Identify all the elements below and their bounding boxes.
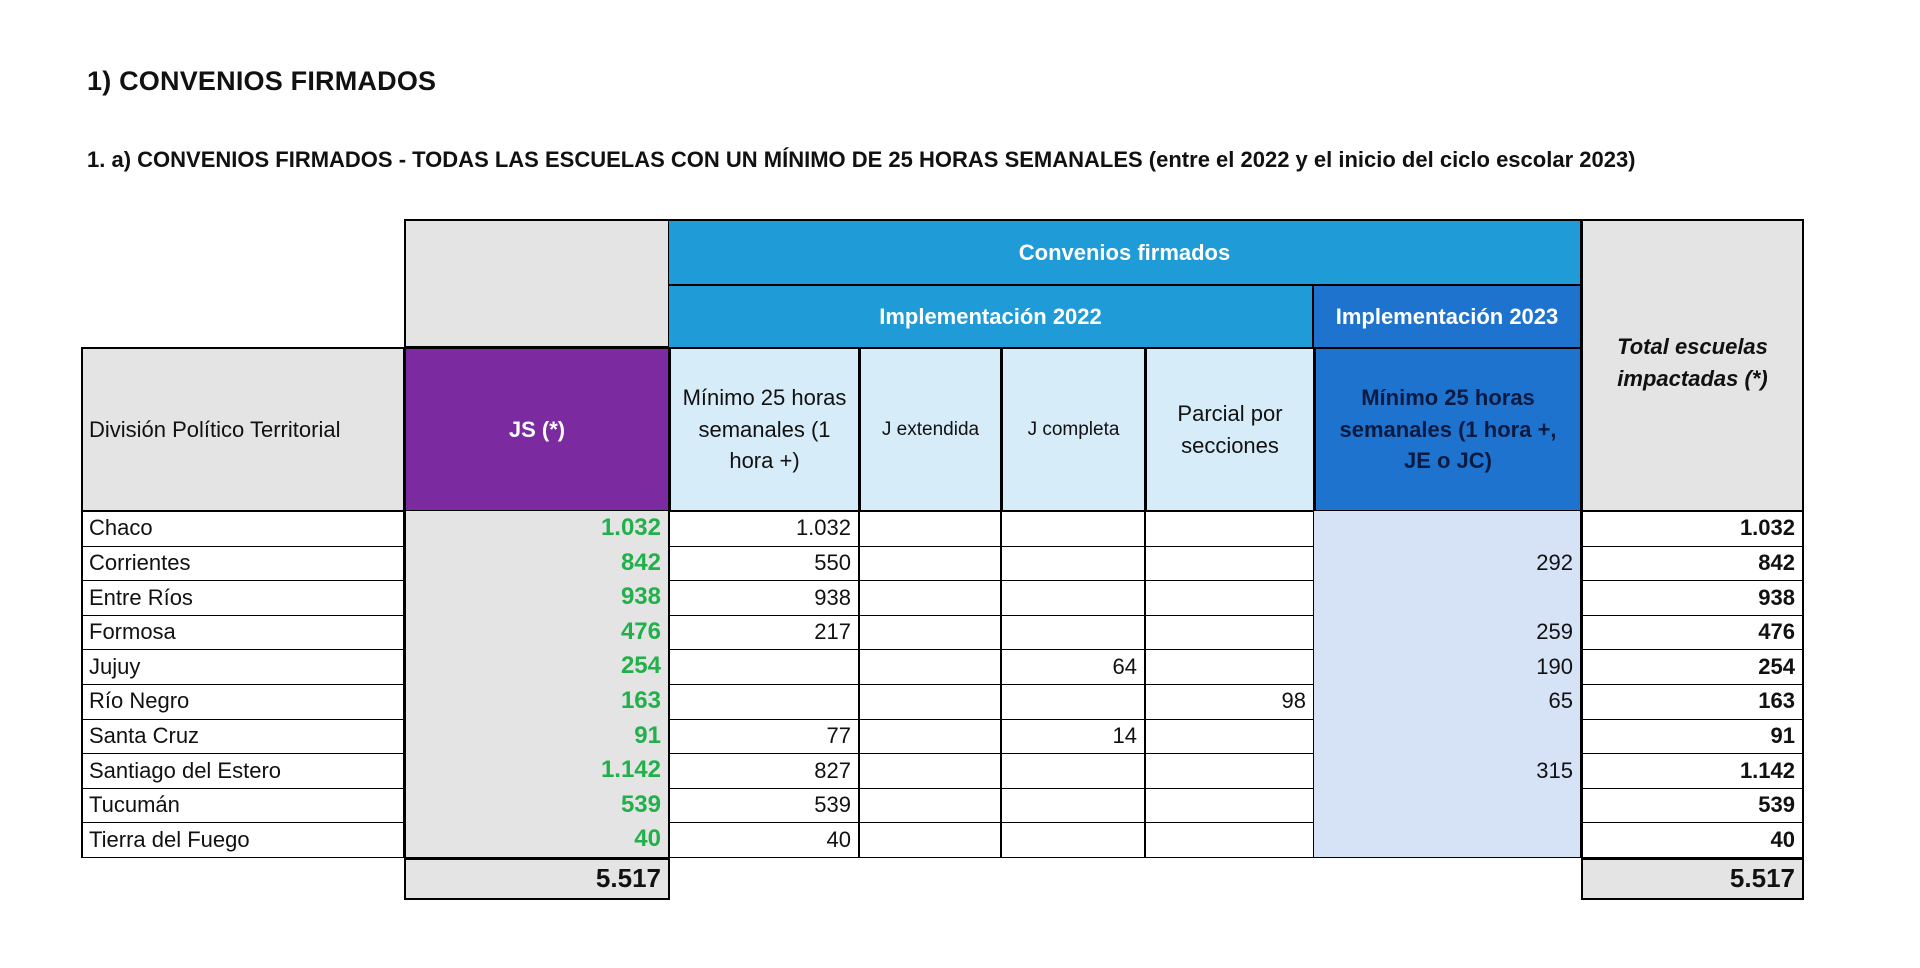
header-jcomp-label: J completa [1027,418,1120,440]
cell-js-value: 842 [620,548,661,576]
cell-total [1581,511,1804,547]
cell-min25-value: 938 [814,584,851,610]
cell-min25-2023 [1314,580,1582,616]
cell-min25-2023 [1314,822,1582,858]
cell-parcial [1145,822,1315,858]
cell-min25-2023 [1314,788,1582,824]
cell-min25 [669,719,860,755]
cell-js [404,649,670,685]
cell-division [81,511,405,547]
cell-min25-2023-value: 259 [1536,619,1573,645]
cell-min25-2023 [1314,649,1582,685]
cell-division-value: Chaco [89,515,153,541]
cell-total-value: 476 [1758,619,1795,645]
cell-total [1581,546,1804,582]
cell-js [404,511,670,547]
cell-min25 [669,822,860,858]
cell-division [81,753,405,789]
cell-division-value: Corrientes [89,549,191,575]
cell-total [1581,822,1804,858]
cell-jcomp-value: 64 [1112,653,1137,679]
cell-min25-2023 [1314,546,1582,582]
cell-js-value: 254 [620,652,661,680]
cell-total [1581,649,1804,685]
cell-js [404,580,670,616]
cell-total [1581,615,1804,651]
cell-min25-value: 827 [814,757,851,783]
header-total [1581,219,1804,512]
cell-division [81,649,405,685]
header-min25-2023-label: Mínimo 25 horas semanales (1 hora +, JE o JC) [1339,384,1557,474]
cell-min25 [669,753,860,789]
cell-jcomp [1001,753,1146,789]
cell-js [404,684,670,720]
cell-jcomp [1001,511,1146,547]
cell-js-value: 938 [620,583,661,611]
cell-division-value: Santiago del Estero [89,757,282,783]
cell-jcomp [1001,649,1146,685]
header-parcial [1145,347,1315,512]
cell-parcial [1145,580,1315,616]
cell-min25-2023-value: 190 [1536,653,1573,679]
cell-min25-2023 [1314,615,1582,651]
cell-jext [859,822,1002,858]
cell-min25-2023 [1314,719,1582,755]
cell-division-value: Río Negro [89,688,190,714]
cell-min25-2023 [1314,511,1582,547]
cell-division-value: Formosa [89,619,176,645]
cell-min25-value: 77 [826,722,851,748]
cell-jcomp-value: 14 [1112,722,1137,748]
header-min25-label: Mínimo 25 horas semanales (1 hora +) [682,384,847,474]
cell-total-value: 938 [1758,584,1795,610]
cell-min25 [669,511,860,547]
cell-total [1581,684,1804,720]
cell-js-value: 476 [620,617,661,645]
total-js [404,858,670,900]
cell-js-value: 40 [634,825,661,853]
cell-js [404,788,670,824]
cell-division [81,615,405,651]
cell-parcial-value: 98 [1281,688,1306,714]
cell-total-value: 1.142 [1739,757,1795,783]
cell-min25 [669,546,860,582]
header-impl-2022: Implementación 2022 [669,284,1314,348]
cell-jext [859,649,1002,685]
cell-js-value: 1.142 [600,756,661,784]
cell-js [404,546,670,582]
cell-total [1581,580,1804,616]
cell-jext [859,684,1002,720]
cell-min25-value: 217 [814,619,851,645]
cell-division-value: Tucumán [89,792,180,818]
total-impacted-value: 5.517 [1729,863,1795,894]
cell-division-value: Santa Cruz [89,722,200,748]
cell-jcomp [1001,719,1146,755]
cell-js-value: 91 [634,721,661,749]
cell-js [404,719,670,755]
cell-min25-2023-value: 292 [1536,549,1573,575]
cell-jext [859,615,1002,651]
cell-min25-2023 [1314,684,1582,720]
cell-min25-value: 550 [814,549,851,575]
header-jcomp [1001,347,1146,512]
header-division [81,347,405,512]
cell-js [404,615,670,651]
cell-js-value: 1.032 [600,513,661,541]
cell-min25 [669,788,860,824]
cell-total-value: 1.032 [1739,515,1795,541]
cell-division-value: Entre Ríos [89,584,193,610]
section-subheading: 1. a) CONVENIOS FIRMADOS - TODAS LAS ESCUELAS CON UN MÍNIMO DE 25 HORAS SEMANALES (entre el 2022 y el inicio del ciclo escolar 2023) [87,147,1636,172]
cell-total-value: 842 [1758,549,1795,575]
cell-min25-2023-value: 315 [1536,757,1573,783]
cell-min25-value: 1.032 [795,515,851,541]
cell-jcomp [1001,615,1146,651]
cell-js [404,822,670,858]
cell-parcial [1145,788,1315,824]
cell-parcial [1145,649,1315,685]
cell-min25-value: 539 [814,792,851,818]
cell-jcomp [1001,546,1146,582]
cell-min25 [669,580,860,616]
cell-parcial [1145,546,1315,582]
header-min25 [669,347,860,512]
cell-parcial [1145,684,1315,720]
header-impl-2023 [1314,284,1582,348]
header-min25-2023 [1314,347,1582,512]
header-convenios: Convenios firmados [669,219,1582,284]
cell-js-value: 163 [620,686,661,714]
cell-total-value: 163 [1758,688,1795,714]
cell-division [81,719,405,755]
header-js [404,347,670,512]
cell-jcomp [1001,580,1146,616]
cell-total-value: 539 [1758,792,1795,818]
cell-total-value: 40 [1770,826,1795,852]
cell-division-value: Tierra del Fuego [89,826,250,852]
cell-total [1581,753,1804,789]
cell-parcial [1145,753,1315,789]
cell-total-value: 254 [1758,653,1795,679]
cell-division [81,580,405,616]
cell-jext [859,580,1002,616]
cell-min25 [669,684,860,720]
cell-jcomp [1001,822,1146,858]
cell-min25 [669,649,860,685]
cell-division [81,822,405,858]
cell-division-value: Jujuy [89,653,141,679]
cell-min25-2023-value: 65 [1548,688,1573,714]
header-total-label: Total escuelas impactadas (*) [1617,334,1768,391]
cell-jext [859,719,1002,755]
cell-jcomp [1001,788,1146,824]
cell-jext [859,788,1002,824]
header-impl-2023-label: Implementación 2023 [1335,304,1559,330]
header-parcial-label: Parcial por secciones [1177,400,1283,458]
cell-jext [859,546,1002,582]
cell-parcial [1145,719,1315,755]
cell-js-value: 539 [620,790,661,818]
cell-js [404,753,670,789]
header-division-label: División Político Territorial [89,416,341,442]
page-heading: 1) CONVENIOS FIRMADOS [87,66,437,96]
cell-min25-2023 [1314,753,1582,789]
cell-total-value: 91 [1770,722,1795,748]
total-js-value: 5.517 [595,863,661,894]
cell-parcial [1145,511,1315,547]
cell-parcial [1145,615,1315,651]
cell-division [81,788,405,824]
cell-division [81,546,405,582]
cell-jext [859,753,1002,789]
cell-total [1581,788,1804,824]
total-impacted [1581,858,1804,900]
header-jext [859,347,1002,512]
cell-division [81,684,405,720]
cell-jcomp [1001,684,1146,720]
js-top-spacer [404,219,670,348]
cell-min25 [669,615,860,651]
cell-total [1581,719,1804,755]
header-jext-label: J extendida [881,418,980,440]
header-js-label: JS (*) [508,416,566,442]
cell-jext [859,511,1002,547]
cell-min25-value: 40 [826,826,851,852]
